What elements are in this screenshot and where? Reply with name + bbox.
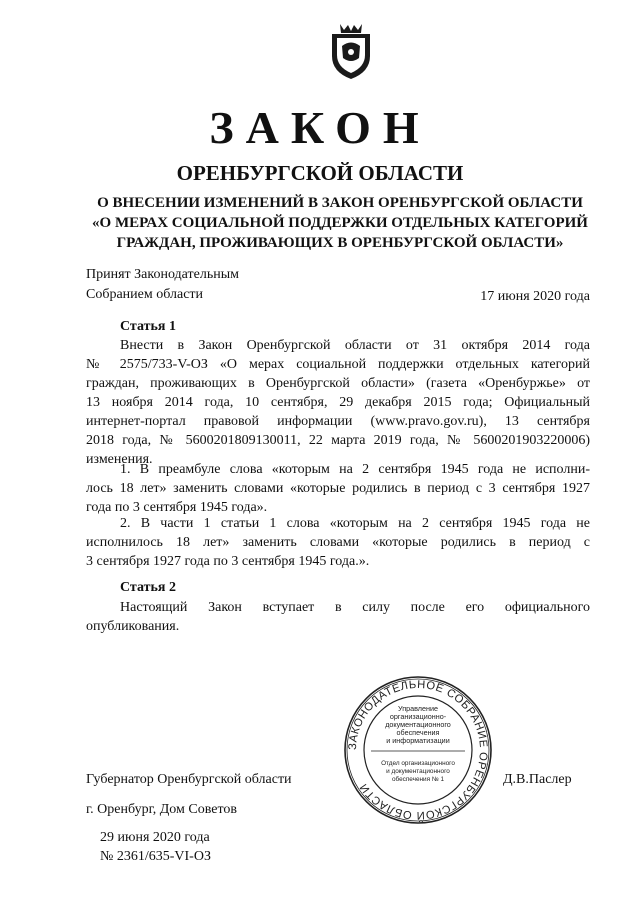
text-line: № 2575/733-V-ОЗ «О мерах социальной поддержки отдельных категорий xyxy=(86,357,590,372)
article-1-item-1 xyxy=(86,460,590,517)
article-1-intro xyxy=(86,336,590,469)
text-line: опубликования. xyxy=(86,619,180,634)
article-1-heading: Статья 1 xyxy=(120,319,176,334)
law-title: ЗАКОН xyxy=(209,102,431,153)
region-title: ОРЕНБУРГСКОЙ ОБЛАСТИ xyxy=(176,161,464,185)
seal-inner-line: Управление xyxy=(398,704,438,713)
oblast-coat-of-arms-icon xyxy=(326,22,376,80)
signing-place: г. Оренбург, Дом Советов xyxy=(86,802,237,817)
text-line: Настоящий Закон вступает в силу после его официального xyxy=(120,600,590,615)
text-line: 2018 года, № 5600201809130011, 22 марта 2019 года, № 5600201903220006) xyxy=(86,433,590,448)
text-line: 3 сентября 1927 года по 3 сентября 1945 года.». xyxy=(86,554,370,569)
article-2-text xyxy=(86,598,590,636)
text-line: 1. В преамбуле слова «которым на 2 сентября 1945 года не исполни- xyxy=(120,462,590,477)
adoption-note xyxy=(86,265,239,305)
text-line: 2. В части 1 статьи 1 слова «которым на 2 сентября 1945 года не xyxy=(120,516,590,531)
seal-inner-line: и информатизации xyxy=(386,736,450,745)
law-number: № 2361/635-VI-ОЗ xyxy=(100,849,211,864)
text-line: интернет-портал правовой информации (www.pravo.gov.ru), 13 сентября xyxy=(86,414,590,429)
signing-date: 29 июня 2020 года xyxy=(100,830,210,845)
signing-details xyxy=(100,828,211,866)
text-line: 13 ноября 2014 года, 10 сентября, 29 декабря 2015 года; Официальный xyxy=(86,395,590,410)
adoption-date: 17 июня 2020 года xyxy=(480,289,590,304)
subtitle-line: ГРАЖДАН, ПРОЖИВАЮЩИХ В ОРЕНБУРГСКОЙ ОБЛАСТИ» xyxy=(116,235,564,251)
subtitle-line: «О МЕРАХ СОЦИАЛЬНОЙ ПОДДЕРЖКИ ОТДЕЛЬНЫХ КАТЕГОРИЙ xyxy=(92,215,588,231)
seal-inner-line: обеспечения xyxy=(396,728,440,737)
adoption-line: Принят Законодательным xyxy=(86,267,239,282)
seal-department-line: Отдел организационного xyxy=(381,760,455,767)
law-subtitle xyxy=(70,193,610,253)
governor-title: Губернатор Оренбургской области xyxy=(86,772,292,787)
seal-inner-line: документационного xyxy=(385,720,451,729)
seal-department-line: и документационного xyxy=(386,768,450,775)
subtitle-line: О ВНЕСЕНИИ ИЗМЕНЕНИЙ В ЗАКОН ОРЕНБУРГСКОЙ ОБЛАСТИ xyxy=(97,195,583,211)
text-line: исполнилось 18 лет» заменить словами «которые родились в период с xyxy=(86,535,590,550)
text-line: лось 18 лет» заменить словами «которые родились в период с 3 сентября 1927 xyxy=(86,481,590,496)
text-line: года по 3 сентября 1945 года». xyxy=(86,500,268,515)
adoption-line: Собранием области xyxy=(86,287,204,302)
article-2-heading: Статья 2 xyxy=(120,580,176,595)
text-line: Внести в Закон Оренбургской области от 31 октября 2014 года xyxy=(120,338,590,353)
text-line: граждан, проживающих в Оренбургской области» (газета «Оренбуржье» от xyxy=(86,376,590,391)
seal-inner-line: организационно- xyxy=(389,712,447,721)
text-line: изменения. xyxy=(86,452,153,467)
seal-department-line: обеспечения № 1 xyxy=(391,776,445,783)
governor-name: Д.В.Паслер xyxy=(503,772,572,787)
article-1-item-2 xyxy=(86,514,590,571)
official-round-seal-icon xyxy=(343,675,493,825)
seal-ring-text: ЗАКОНОДАТЕЛЬНОЕ СОБРАНИЕ ОРЕНБУРГСКОЙ ОБЛАСТИ xyxy=(346,678,490,822)
